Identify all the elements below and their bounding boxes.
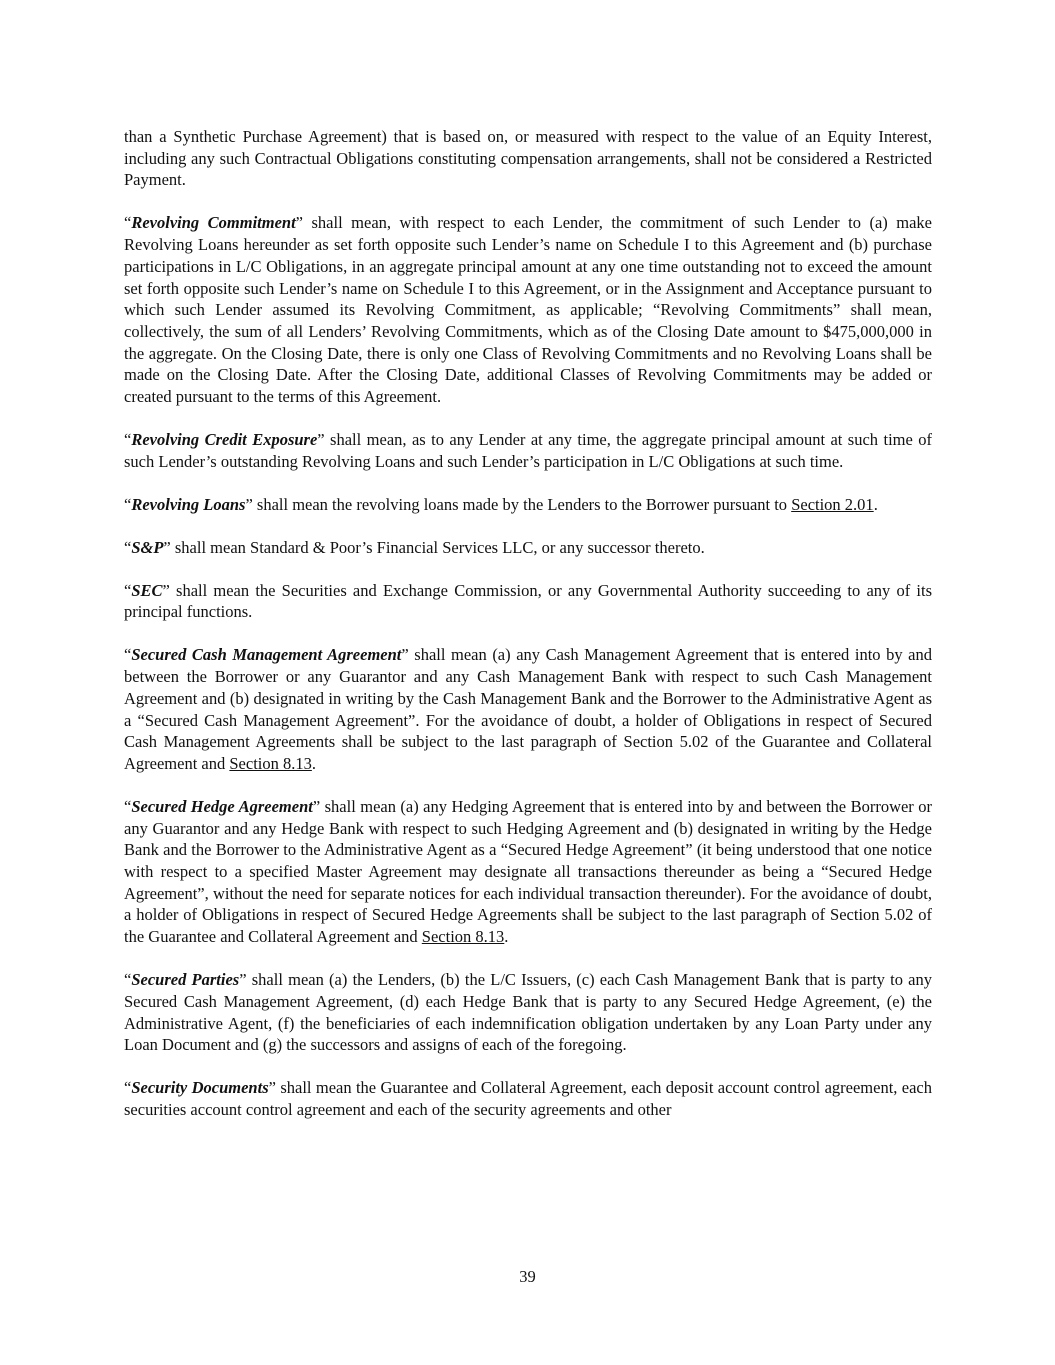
section-reference-link[interactable]: Section 8.13 (229, 753, 312, 773)
definition-secured-cash-management-agreement: “Secured Cash Management Agreement” shall mean (a) any Cash Management Agreement that is entered into by and between the Borrower or any Guarantor and any Cash Management Bank with respect to such Cash Management Agreement and (b) designated in writing by the Cash Management Bank and the Borrower to the Administrative Agent as a “Secured Cash Management Agreement”. For the avoidance of doubt, a holder of Obligations in respect of Secured Cash Management Agreements shall be subject to the last paragraph of Section 5.02 of the Guarantee and Collateral Agreement and Section 8.13. (124, 645, 932, 773)
definition-body: shall mean (a) the Lenders, (b) the L/C Issuers, (c) each Cash Management Bank that is party to any Secured Cash Management Agreement, (d) each Hedge Bank that is party to any Secured Hedge Agreement, (e) the Administrative Agent, (f) the beneficiaries of each indemnification obligation undertaken by any Loan Party under any Loan Document and (g) the successors and assigns of each of the foregoing. (124, 970, 932, 1055)
definition-body: shall mean the Securities and Exchange Commission, or any Governmental Authority succeeding to any of its principal functions. (124, 580, 932, 622)
definition-body: shall mean (a) any Hedging Agreement that is entered into by and between the Borrower or any Guarantor and any Hedge Bank with respect to such Hedging Agreement and (b) designated in writing by the Hedge Bank and the Borrower to the Administrative Agent as a “Secured Hedge Agreement” (it being understood that one notice with respect to a specified Master Agreement may designate all transactions thereunder as being a “Secured Hedge Agreement”, without the need for separate notices for each individual transaction thereunder). For the avoidance of doubt, a holder of Obligations in respect of Secured Hedge Agreements shall be subject to the last paragraph of Section 5.02 of the Guarantee and Collateral Agreement and (124, 796, 932, 947)
definition-sec: “SEC” shall mean the Securities and Exchange Commission, or any Governmental Authority succeeding to any of its principal functions. (124, 580, 932, 622)
defined-term: S&P (131, 537, 164, 557)
section-reference-link[interactable]: Section 2.01 (791, 494, 874, 514)
definition-body: shall mean (a) any Cash Management Agreement that is entered into by and between the Borrower or any Guarantor and any Cash Management Bank with respect to such Cash Management Agreement and (b) designated in writing by the Cash Management Bank and the Borrower to the Administrative Agent as a “Secured Cash Management Agreement”. For the avoidance of doubt, a holder of Obligations in respect of Secured Cash Management Agreements shall be subject to the last paragraph of Section 5.02 of the Guarantee and Collateral Agreement and (124, 645, 932, 773)
defined-term: Revolving Commitment (131, 213, 296, 233)
definition-secured-parties: “Secured Parties” shall mean (a) the Lenders, (b) the L/C Issuers, (c) each Cash Management Bank that is party to any Secured Cash Management Agreement, (d) each Hedge Bank that is party to any Secured Hedge Agreement, (e) the Administrative Agent, (f) the beneficiaries of each indemnification obligation undertaken by any Loan Party under any Loan Document and (g) the successors and assigns of each of the foregoing. (124, 970, 932, 1055)
document-page (124, 126, 932, 1142)
continuation-paragraph: than a Synthetic Purchase Agreement) that is based on, or measured with respect to the value of an Equity Interest, including any such Contractual Obligations constituting compensation arrangements, shall not be considered a Restricted Payment. (124, 127, 932, 190)
definition-security-documents: “Security Documents” shall mean the Guarantee and Collateral Agreement, each deposit account control agreement, each securities account control agreement and each of the security agreements and other (124, 1078, 932, 1119)
definition-body: shall mean the revolving loans made by the Lenders to the Borrower pursuant to (252, 494, 792, 514)
definition-s-and-p: “S&P” shall mean Standard & Poor’s Financial Services LLC, or any successor thereto. (124, 537, 705, 557)
section-reference-link[interactable]: Section 8.13 (421, 927, 505, 947)
defined-term: Revolving Credit Exposure (131, 430, 318, 450)
definition-secured-hedge-agreement: “Secured Hedge Agreement” shall mean (a) any Hedging Agreement that is entered into by and between the Borrower or any Guarantor and any Hedge Bank with respect to such Hedging Agreement and (b) designated in writing by the Hedge Bank and the Borrower to the Administrative Agent as a “Secured Hedge Agreement” (it being understood that one notice with respect to a specified Master Agreement may designate all transactions thereunder as being a “Secured Hedge Agreement”, without the need for separate notices for each individual transaction thereunder). For the avoidance of doubt, a holder of Obligations in respect of Secured Hedge Agreements shall be subject to the last paragraph of Section 5.02 of the Guarantee and Collateral Agreement and Section 8.13. (124, 796, 932, 947)
definition-body: shall mean, as to any Lender at any time, the aggregate principal amount at such time of such Lender’s outstanding Revolving Loans and such Lender’s participation in L/C Obligations at such time. (124, 430, 932, 471)
defined-term: Secured Hedge Agreement (131, 796, 313, 816)
definition-body: shall mean the Guarantee and Collateral Agreement, each deposit account control agreement, each securities account control agreement and each of the security agreements and other (124, 1078, 932, 1119)
defined-term: Secured Cash Management Agreement (131, 645, 402, 665)
definition-revolving-commitment: “Revolving Commitment” shall mean, with respect to each Lender, the commitment of such Lender to (a) make Revolving Loans hereunder as set forth opposite such Lender’s name on Schedule I to this Agreement and (b) purchase participations in L/C Obligations, in an aggregate principal amount at any one time outstanding not to exceed the amount set forth opposite such Lender’s name on Schedule I to this Agreement, or in the Assignment and Acceptance pursuant to which such Lender assumed its Revolving Commitment, as applicable; “Revolving Commitments” shall mean, collectively, the sum of all Lenders’ Revolving Commitments, which as of the Closing Date amount to $475,000,000 in the aggregate. On the Closing Date, there is only one Class of Revolving Commitments and no Revolving Loans shall be made on the Closing Date. After the Closing Date, additional Classes of Revolving Commitments may be added or created pursuant to the terms of this Agreement. (124, 213, 932, 407)
defined-term: Security Documents (131, 1078, 269, 1098)
definition-revolving-credit-exposure: “Revolving Credit Exposure” shall mean, as to any Lender at any time, the aggregate principal amount at such time of such Lender’s outstanding Revolving Loans and such Lender’s participation in L/C Obligations at such time. (124, 430, 932, 471)
definition-revolving-loans: “Revolving Loans” shall mean the revolving loans made by the Lenders to the Borrower pursuant to Section 2.01. (124, 494, 878, 514)
page-number: 39 (519, 1267, 536, 1286)
definition-body: shall mean Standard & Poor’s Financial Services LLC, or any successor thereto. (170, 537, 705, 557)
defined-term: Secured Parties (131, 970, 240, 990)
defined-term: SEC (131, 580, 163, 600)
definition-body: shall mean, with respect to each Lender, the commitment of such Lender to (a) make Revolving Loans hereunder as set forth opposite such Lender’s name on Schedule I to this Agreement and (b) purchase participations in L/C Obligations, in an aggregate principal amount at any one time outstanding not to exceed the amount set forth opposite such Lender’s name on Schedule I to this Agreement, or in the Assignment and Acceptance pursuant to which such Lender assumed its Revolving Commitment, as applicable; “Revolving Commitments” shall mean, collectively, the sum of all Lenders’ Revolving Commitments, which as of the Closing Date amount to $475,000,000 in the aggregate. On the Closing Date, there is only one Class of Revolving Commitments and no Revolving Loans shall be made on the Closing Date. After the Closing Date, additional Classes of Revolving Commitments may be added or created pursuant to the terms of this Agreement. (124, 213, 932, 407)
defined-term: Revolving Loans (131, 494, 246, 514)
